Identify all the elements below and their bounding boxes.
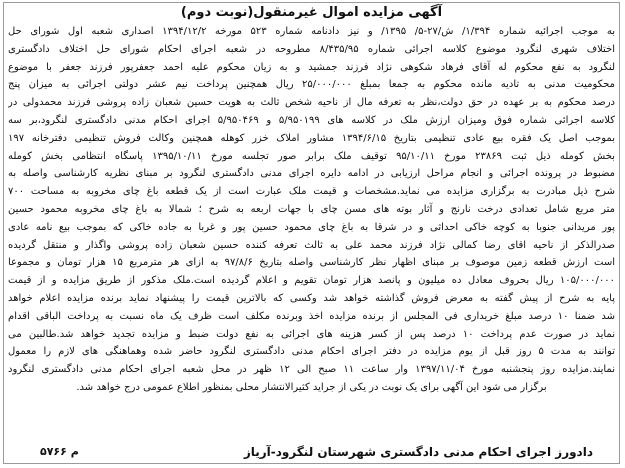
notice-body bbox=[4, 23, 619, 397]
notice-line: برگزار می شود این آگهی برای یک نوبت در یکی از جراید کثیرالانتشار محلی بمنظور اطلاع عمومی درج خواهد شد. bbox=[76, 381, 547, 393]
notice-line: نمایند.مزایده روز پنجشنبه مورخ ۱۳۹۷/۱۱/۰۴ وار ساعت ۱۱ صبح الی ۱۲ ظهر در محل شعبه اجرای احکام مدنی دادگستری لنگرود bbox=[8, 364, 615, 376]
notice-line: ۱۰۵/۰۰۰/۰۰۰ ریال بحروف معادل ده میلیون و پانصد هزار تومان تقویم و اعلام گردیده است.ملک مذکور از طریق مزایده و از قیمت bbox=[8, 275, 615, 287]
notice-line: مضبوط در پرونده اجرائی و انجام مراحل ارزیابی در ادامه دایره اجرای مدنی دادگستری لنگرود بر مبنای نظریه کارشناسی واصله به bbox=[8, 168, 615, 180]
notice-line: پور مریدانی جنوبا به کوچه خاکی احداثی و در شرقا به باغ چای محمود حسین پور و غربا به جاده خاکی که بموجب بیع نامه عادی bbox=[8, 221, 615, 233]
notice-line: متر مربع شامل تعدادی درخت نارنج و آثار بوته های مسن چای با جهات اربعه به شرح ؛ شمالا به باغ چای مخروبه محمود حسین bbox=[8, 203, 615, 215]
notice-line: شرح ذیل مبادرت به برگزاری مزایده می نماید.مشخصات و قیمت ملک عبارت است از یک قطعه باغ چای مخروبه به مساحت ۷۰۰ bbox=[8, 186, 615, 198]
notice-line: لنگرود به نفع محکوم له آقای فرهاد شکوهی نژاد فرزند جمشید و به زیان محکوم علیه احمد جعفرپور فرزند جعفر با موضوع bbox=[8, 61, 615, 73]
notice-line: به موجب اجرائیه شماره ۱/۳۹۴/ ش/۲۷-۵/ ۱۳۹۵/ و نیز دادنامه شماره ۵۲۳ مورخه ۱۳۹۴/۱۲/۲ اصداری شعبه اول شورای حل bbox=[8, 26, 615, 37]
notice-code: م ۵۷۶۶ bbox=[40, 445, 79, 458]
notice-line: اختلاف شهری لنگرود موضوع کلاسه اجرائی شماره ۸/۴۳۵/۹۵ مطروحه در شعبه اجرای احکام شورای حل اختلاف دادگستری bbox=[8, 43, 615, 55]
notice-footer bbox=[4, 443, 619, 461]
notice-line: پایه به شرح از پیش گفته به معرض فروش گذاشته خواهد شد وکسی که بالاترین قیمت را پیشنهاد نماید برنده مزایده اعلام خواهد bbox=[8, 292, 615, 304]
notice-title: آگهی مزایده اموال غیرمنقول(نوبت دوم) bbox=[180, 5, 443, 20]
notice-line: صدرالذکر از ناحیه اقای رضا کمالی نژاد فرزند محمد علی به ثالث تعرفه کننده حسین شعبان زاده پروشی واگذار و منتقل گردیده bbox=[8, 239, 615, 251]
signature: دادورز اجرای احکام مدنی دادگستری شهرستان لنگرود-آریاز bbox=[243, 445, 593, 459]
notice-line: محکومیت مدنی به تادیه مانده محکوم به جمعا بمبلغ ۲۵/۰۰۰/۰۰۰ ریال همچنین پرداخت نیم عشر دولتی اجرائی به میزان پنج bbox=[8, 79, 615, 91]
notice-line: نماید در صورت عدم پرداخت ۱۰ درصد پس از کسر هزینه های اجرائی به نفع دولت ضبط و مزایده تجدید خواهد شد.طالبین می bbox=[8, 328, 615, 340]
notice-line: بموجب اصل یک فقره بیع عادی تنظیمی بتاریخ ۱۳۹۴/۶/۱۵ مشاور املاک خزر کوهله همچنین وکالت فروش تنظیمی دفترخانه ۱۹۷ bbox=[8, 132, 615, 144]
auction-notice bbox=[3, 2, 620, 464]
notice-line: شد ضمنا ۱۰ درصد مبلغ خریداری فی المجلس از برنده مزایده اخذ وبرنده مکلف است ظرف یک ماه نسبت به پرداخت الباقی اقدام bbox=[8, 310, 615, 322]
notice-line: بخش کومله ذیل ثبت ۲۳۸۶۹ مورخ ۹۵/۱۰/۱۱ توقیف ملک برابر صور تجلسه مورخ ۱۳۹۵/۱۰/۱۱ پاسگاه انتظامی بخش کومله bbox=[8, 150, 615, 162]
notice-line: است ارزش قطعه زمین موصوف بر مبنای اظهار نظر کارشناسی واصله بتاریخ ۹۷/۸/۶ به ازای هر مترمربع ۱۵ هزار تومان و مجموعا bbox=[8, 257, 615, 269]
notice-line: کلاسه اجرائی شماره فوق ومیزان ارزش ملک در کلاسه های ۵/۹۵۰۱۹۹ و ۵/۹۵۰۴۶۹ اجرای احکام مدنی دادگستری لنگرود،بر سه bbox=[8, 114, 615, 126]
notice-line: توانند به مدت ۵ روز قبل از یوم مزایده در دفتر اجرای احکام مدنی دادگستری لنگرود حاضر شده وهماهنگی های لازم را معمول bbox=[8, 346, 615, 358]
notice-line: درصد محکوم به بر عهده در حق دولت،نظر به تعرفه مال از ناحیه شخص ثالث به هویت حسین شعبان زاده پروشی فرزند محمدولی در bbox=[8, 97, 615, 109]
